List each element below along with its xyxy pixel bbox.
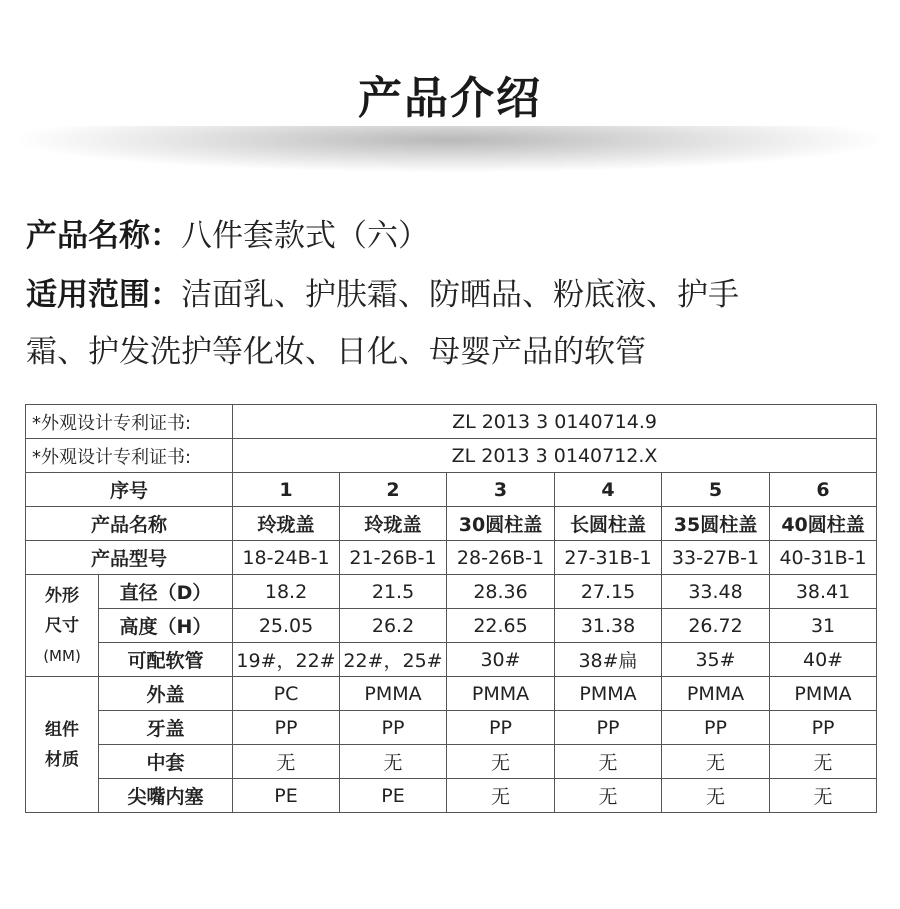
patent-value-1: ZL 2013 3 0140714.9 <box>233 405 877 439</box>
diameter-row <box>26 575 877 609</box>
patent-row-2 <box>26 439 877 473</box>
outer-cap-label: 外盖 <box>99 677 233 711</box>
diameter-cell: 33.48 <box>662 575 770 609</box>
name-cell: 30圆柱盖 <box>447 507 555 541</box>
material-group-label <box>26 677 99 813</box>
diameter-label: 直径（D） <box>99 575 233 609</box>
seq-cell: 3 <box>447 473 555 507</box>
diameter-cell: 28.36 <box>447 575 555 609</box>
model-row <box>26 541 877 575</box>
product-name-line <box>26 207 886 265</box>
size-group-line2: 尺寸 <box>45 615 79 636</box>
thread-cap-row <box>26 711 877 745</box>
middle-sleeve-cell: 无 <box>555 745 662 779</box>
diameter-cell: 18.2 <box>233 575 340 609</box>
patent-label-1: *外观设计专利证书: <box>26 405 233 439</box>
size-group-line1: 外形 <box>45 585 79 606</box>
thread-cap-label: 牙盖 <box>99 711 233 745</box>
seq-cell: 4 <box>555 473 662 507</box>
height-cell: 22.65 <box>447 609 555 643</box>
name-cell: 玲珑盖 <box>233 507 340 541</box>
model-cell: 21-26B-1 <box>340 541 447 575</box>
size-group-label <box>26 575 99 677</box>
patent-row-1 <box>26 405 877 439</box>
material-group-line1: 组件 <box>45 719 79 740</box>
plug-cell: 无 <box>662 779 770 813</box>
model-cell: 33-27B-1 <box>662 541 770 575</box>
scope-value-2: 霜、护发洗护等化妆、日化、母婴产品的软管 <box>26 334 646 370</box>
middle-sleeve-cell: 无 <box>233 745 340 779</box>
middle-sleeve-cell: 无 <box>770 745 877 779</box>
tube-row <box>26 643 877 677</box>
page-title: 产品介绍 <box>358 73 542 124</box>
seq-cell: 6 <box>770 473 877 507</box>
height-cell: 25.05 <box>233 609 340 643</box>
diameter-cell: 38.41 <box>770 575 877 609</box>
tube-cell: 19#，22# <box>233 643 340 677</box>
seq-label: 序号 <box>26 473 233 507</box>
height-cell: 26.72 <box>662 609 770 643</box>
tube-cell: 40# <box>770 643 877 677</box>
seq-cell: 2 <box>340 473 447 507</box>
title-shadow-divider <box>20 126 880 172</box>
height-cell: 26.2 <box>340 609 447 643</box>
plug-cell: PE <box>340 779 447 813</box>
scope-line-1 <box>26 266 886 324</box>
name-cell: 40圆柱盖 <box>770 507 877 541</box>
product-name-value: 八件套款式（六） <box>181 218 429 254</box>
outer-cap-cell: PMMA <box>662 677 770 711</box>
outer-cap-row <box>26 677 877 711</box>
middle-sleeve-cell: 无 <box>340 745 447 779</box>
name-cell: 长圆柱盖 <box>555 507 662 541</box>
diameter-cell: 21.5 <box>340 575 447 609</box>
outer-cap-cell: PMMA <box>447 677 555 711</box>
thread-cap-cell: PP <box>770 711 877 745</box>
plug-cell: 无 <box>447 779 555 813</box>
outer-cap-cell: PMMA <box>340 677 447 711</box>
size-group-unit: (MM) <box>43 646 81 665</box>
patent-value-2: ZL 2013 3 0140712.X <box>233 439 877 473</box>
tube-cell: 22#，25# <box>340 643 447 677</box>
thread-cap-cell: PP <box>662 711 770 745</box>
name-cell: 35圆柱盖 <box>662 507 770 541</box>
plug-cell: PE <box>233 779 340 813</box>
plug-cell: 无 <box>555 779 662 813</box>
thread-cap-cell: PP <box>233 711 340 745</box>
plug-cell: 无 <box>770 779 877 813</box>
name-row <box>26 507 877 541</box>
model-cell: 18-24B-1 <box>233 541 340 575</box>
diameter-cell: 27.15 <box>555 575 662 609</box>
tube-label: 可配软管 <box>99 643 233 677</box>
model-cell: 27-31B-1 <box>555 541 662 575</box>
thread-cap-cell: PP <box>340 711 447 745</box>
model-cell: 40-31B-1 <box>770 541 877 575</box>
seq-row <box>26 473 877 507</box>
scope-label: 适用范围： <box>26 277 181 313</box>
height-label: 高度（H） <box>99 609 233 643</box>
middle-sleeve-row <box>26 745 877 779</box>
outer-cap-cell: PC <box>233 677 340 711</box>
height-cell: 31.38 <box>555 609 662 643</box>
plug-label: 尖嘴内塞 <box>99 779 233 813</box>
name-cell: 玲珑盖 <box>340 507 447 541</box>
outer-cap-cell: PMMA <box>770 677 877 711</box>
product-name-label: 产品名称： <box>26 218 181 254</box>
model-cell: 28-26B-1 <box>447 541 555 575</box>
tube-cell: 35# <box>662 643 770 677</box>
material-group-line2: 材质 <box>45 749 79 770</box>
seq-cell: 5 <box>662 473 770 507</box>
middle-sleeve-label: 中套 <box>99 745 233 779</box>
tube-cell: 38#扁 <box>555 643 662 677</box>
height-row <box>26 609 877 643</box>
outer-cap-cell: PMMA <box>555 677 662 711</box>
name-label: 产品名称 <box>26 507 233 541</box>
middle-sleeve-cell: 无 <box>447 745 555 779</box>
middle-sleeve-cell: 无 <box>662 745 770 779</box>
plug-row <box>26 779 877 813</box>
height-cell: 31 <box>770 609 877 643</box>
scope-value-1: 洁面乳、护肤霜、防晒品、粉底液、护手 <box>181 277 739 313</box>
patent-label-2: *外观设计专利证书: <box>26 439 233 473</box>
spec-table <box>25 404 877 813</box>
thread-cap-cell: PP <box>447 711 555 745</box>
scope-line-2 <box>26 323 886 381</box>
seq-cell: 1 <box>233 473 340 507</box>
thread-cap-cell: PP <box>555 711 662 745</box>
model-label: 产品型号 <box>26 541 233 575</box>
tube-cell: 30# <box>447 643 555 677</box>
